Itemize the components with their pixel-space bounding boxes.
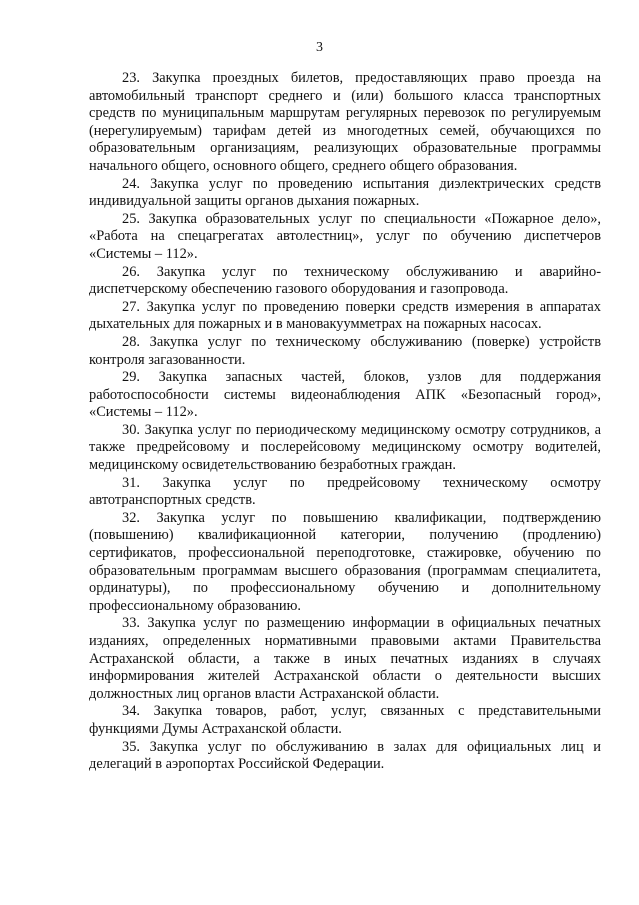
list-item-23: 23. Закупка проездных билетов, предоставляющих право проезда на автомобильный транспорт среднего и (или) большого класса транспортных средств по муниципальным маршрутам регулярных перевозок по регулируемым (нерегулируемым) тарифам детей из многодетных семей, обучающихся по образовательным организациям, реализующих образовательные программы начального общего, основного общего, среднего общего образования. (89, 70, 601, 174)
list-item-26: 26. Закупка услуг по техническому обслуживанию и аварийно-диспетчерскому обеспечению газового оборудования и газопровода. (89, 263, 601, 298)
list-item-35: 35. Закупка услуг по обслуживанию в залах для официальных лиц и делегаций в аэропортах Российской Федерации. (89, 738, 601, 773)
list-item-25: 25. Закупка образовательных услуг по специальности «Пожарное дело», «Работа на спецагрегатах автолестниц», услуг по обучению диспетчеров «Системы – 112». (89, 210, 601, 262)
list-item-27: 27. Закупка услуг по проведению поверки средств измерения в аппаратах дыхательных для пожарных и в мановакуумметрах на пожарных насосах. (89, 298, 601, 333)
list-item-29: 29. Закупка запасных частей, блоков, узлов для поддержания работоспособности системы видеонаблюдения АПК «Безопасный город», «Системы – 112». (89, 369, 601, 421)
list-item-32: 32. Закупка услуг по повышению квалификации, подтверждению (повышению) квалификационной категории, получению (продлению) сертификатов, профессиональной переподготовке, стажировке, обучению по образовательным программам высшего образования (программам специалитета, ординатуры), по профессиональному обучению и дополнительному профессиональному образованию. (89, 509, 601, 614)
list-item-24: 24. Закупка услуг по проведению испытания диэлектрических средств индивидуальной защиты органов дыхания пожарных. (89, 175, 601, 210)
list-item-30: 30. Закупка услуг по периодическому медицинскому осмотру сотрудников, а также предрейсовому и послерейсовому медицинскому осмотру водителей, медицинскому освидетельствованию безработных граждан. (89, 421, 601, 474)
list-item-33: 33. Закупка услуг по размещению информации в официальных печатных изданиях, определенных нормативными правовыми актами Правительства Астраханской области, а также в иных печатных изданиях в случаях информирования жителей Астраханской области о деятельности высших должностных лиц органов власти Астраханской области. (89, 615, 601, 702)
list-item-34: 34. Закупка товаров, работ, услуг, связанных с представительными функциями Думы Астраханской области. (89, 703, 601, 737)
list-item-28: 28. Закупка услуг по техническому обслуживанию (поверке) устройств контроля загазованности. (89, 333, 601, 368)
page-number: 3 (316, 40, 323, 55)
list-item-31: 31. Закупка услуг по предрейсовому техническому осмотру автотранспортных средств. (89, 474, 601, 509)
document-body (89, 70, 601, 774)
